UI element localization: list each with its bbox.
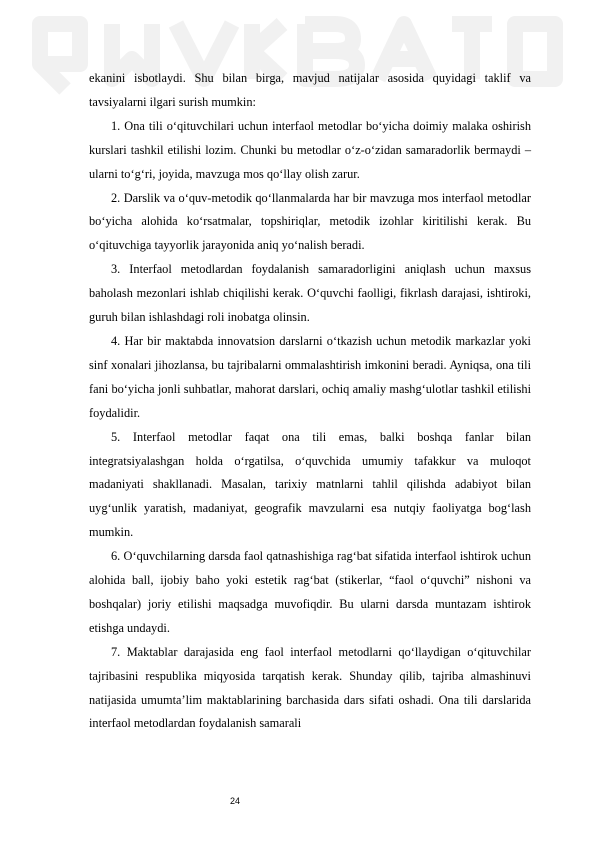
document-body <box>89 67 531 736</box>
paragraph-item-3: 3. Interfaol metodlardan foydalanish samaradorligini aniqlash uchun maxsus baholash mezonlari ishlab chiqilishi kerak. O‘quvchi faolligi, fikrlash darajasi, ishtiroki, guruh bilan ishlashdagi roli inobatga olinsin. <box>89 262 531 325</box>
paragraph-item-5: 5. Interfaol metodlar faqat ona tili emas, balki boshqa fanlar bilan integratsiyalashgan holda o‘rgatilsa, o‘quvchida umumiy tafakkur va muloqot madaniyati shakllanadi. Masalan, tarixiy matnlarni tahlil qilishda adabiyot bilan uyg‘unlik yaratish, madaniyat, geografik mavzularni esa nutqiy faoliyatga bog‘lash mumkin. <box>89 429 531 540</box>
paragraph-item-1: 1. Ona tili o‘qituvchilari uchun interfaol metodlar bo‘yicha doimiy malaka oshirish kurslari tashkil etilishi lozim. Chunki bu metodlar o‘z-o‘zidan samaradorlik bermaydi – ularni to‘g‘ri, joyida, mavzuga mos qo‘llay olish zarur. <box>89 118 531 181</box>
paragraph-item-4: 4. Har bir maktabda innovatsion darslarni o‘tkazish uchun metodik markazlar yoki sinf xonalari jihozlansa, bu tajribalarni ommalashtirish imkonini beradi. Ayniqsa, ona tili fani bo‘yicha jonli suhbatlar, mahorat darslari, ochiq amaliy mashg‘ulotlar tashkil etilishi foydalidir. <box>89 333 531 420</box>
paragraph-intro: ekanini isbotlaydi. Shu bilan birga, mavjud natijalar asosida quyidagi taklif va tavsiyalarni ilgari surish mumkin: <box>89 71 531 109</box>
paragraph-item-6: 6. O‘quvchilarning darsda faol qatnashishiga rag‘bat sifatida interfaol ishtirok uchun alohida ball, ijobiy baho yoki estetik rag‘bat (stikerlar, “faol o‘quvchi” nishoni va boshqalar) joriy etilishi maqsadga muvofiqdir. Bu ularni darsda muntazam ishtirok etishga undaydi. <box>89 549 531 635</box>
paragraph-item-7: 7. Maktablar darajasida eng faol interfaol metodlarni qo‘llaydigan o‘qituvchilar tajribasini respublika miqyosida tarqatish kerak. Shunday qilib, tajriba almashinuvi natijasida umumta’lim maktablarining barchasida dars sifati oshadi. Ona tili darslarida interfaol metodlardan foydalanish samarali <box>89 644 531 731</box>
paragraph-item-2: 2. Darslik va o‘quv-metodik qo‘llanmalarda har bir mavzuga mos interfaol metodlar bo‘yicha alohida ko‘rsatmalar, topshiriqlar, metodik izohlar kiritilishi kerak. Bu o‘qituvchiga tayyorlik jarayonida aniq yo‘nalish beradi. <box>89 190 531 253</box>
page-number: 24 <box>230 796 241 806</box>
